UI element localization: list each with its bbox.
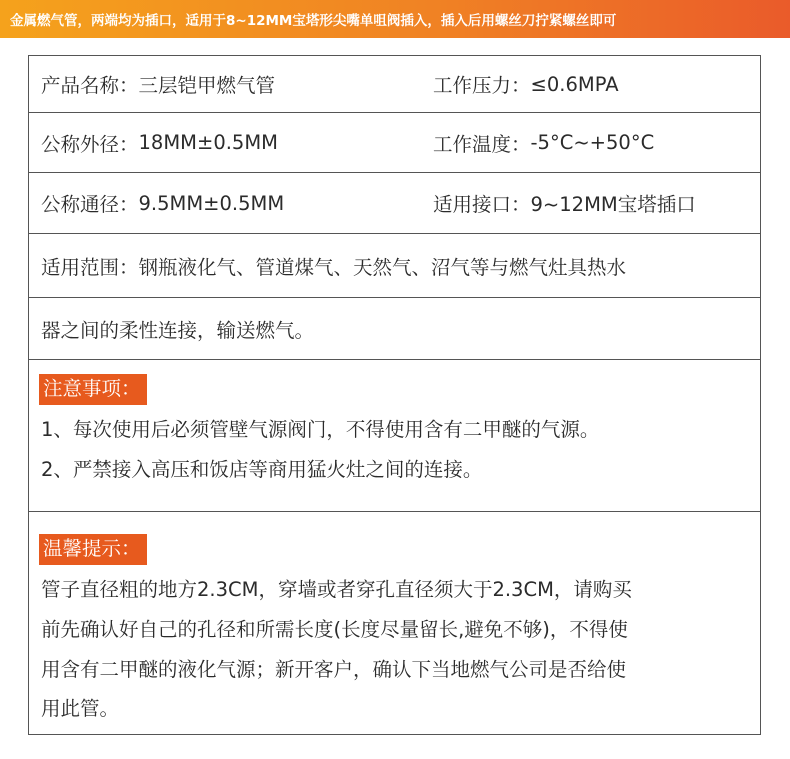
outer-diameter-label: 公称外径： <box>41 132 139 156</box>
nominal-bore-label: 公称通径： <box>41 193 139 216</box>
product-name-label: 产品名称： <box>41 74 139 97</box>
working-pressure-cell <box>433 56 619 112</box>
nominal-bore-cell <box>41 173 284 233</box>
working-temp-label: 工作温度： <box>433 132 531 156</box>
notice-title-tag: 注意事项： <box>39 374 147 405</box>
interface-value: 9~12MM宝塔插口 <box>530 193 696 216</box>
nominal-bore-value: 9.5MM±0.5MM <box>138 191 285 215</box>
notice-section <box>29 360 760 512</box>
working-pressure-value: ≤0.6MPA <box>530 72 619 96</box>
top-banner: 金属燃气管，两端均为插口，适用于8~12MM宝塔形尖嘴单咀阀插入，插入后用螺丝刀拧紧螺丝即可 <box>0 0 790 38</box>
spec-row-name-pressure <box>29 56 760 113</box>
working-pressure-label: 工作压力： <box>433 74 531 97</box>
tips-section <box>29 512 760 733</box>
working-temp-cell <box>433 113 654 172</box>
notice-item-2: 2、严禁接入高压和饭店等商用猛火灶之间的连接。 <box>41 458 483 481</box>
outer-diameter-value: 18MM±0.5MM <box>138 131 278 154</box>
scope-row <box>29 234 760 298</box>
interface-label: 适用接口： <box>433 193 531 216</box>
spec-table <box>28 55 761 735</box>
spec-row-bore-port <box>29 173 760 234</box>
product-name-cell <box>41 56 275 112</box>
scope-continuation-row <box>29 298 760 360</box>
tips-line-1: 管子直径粗的地方2.3CM，穿墙或者穿孔直径须大于2.3CM，请购买 <box>41 578 632 601</box>
tips-line-2: 前先确认好自己的孔径和所需长度(长度尽量留长,避免不够)，不得使 <box>41 618 628 641</box>
product-name-value: 三层铠甲燃气管 <box>138 74 276 97</box>
tips-line-3: 用含有二甲醚的液化气源；新开客户，确认下当地燃气公司是否给使 <box>41 658 627 681</box>
spec-row-od-temp <box>29 113 760 173</box>
scope-line-2: 器之间的柔性连接，输送燃气。 <box>41 319 315 342</box>
tips-line-4: 用此管。 <box>41 697 120 720</box>
working-temp-value: -5°C~+50°C <box>530 131 655 154</box>
scope-line-1: 适用范围：钢瓶液化气、管道煤气、天然气、沼气等与燃气灶具热水 <box>41 256 627 279</box>
interface-cell <box>433 173 696 233</box>
outer-diameter-cell <box>41 113 278 172</box>
notice-item-1: 1、每次使用后必须管壁气源阀门，不得使用含有二甲醚的气源。 <box>41 418 600 441</box>
tips-title-tag: 温馨提示： <box>39 534 147 565</box>
